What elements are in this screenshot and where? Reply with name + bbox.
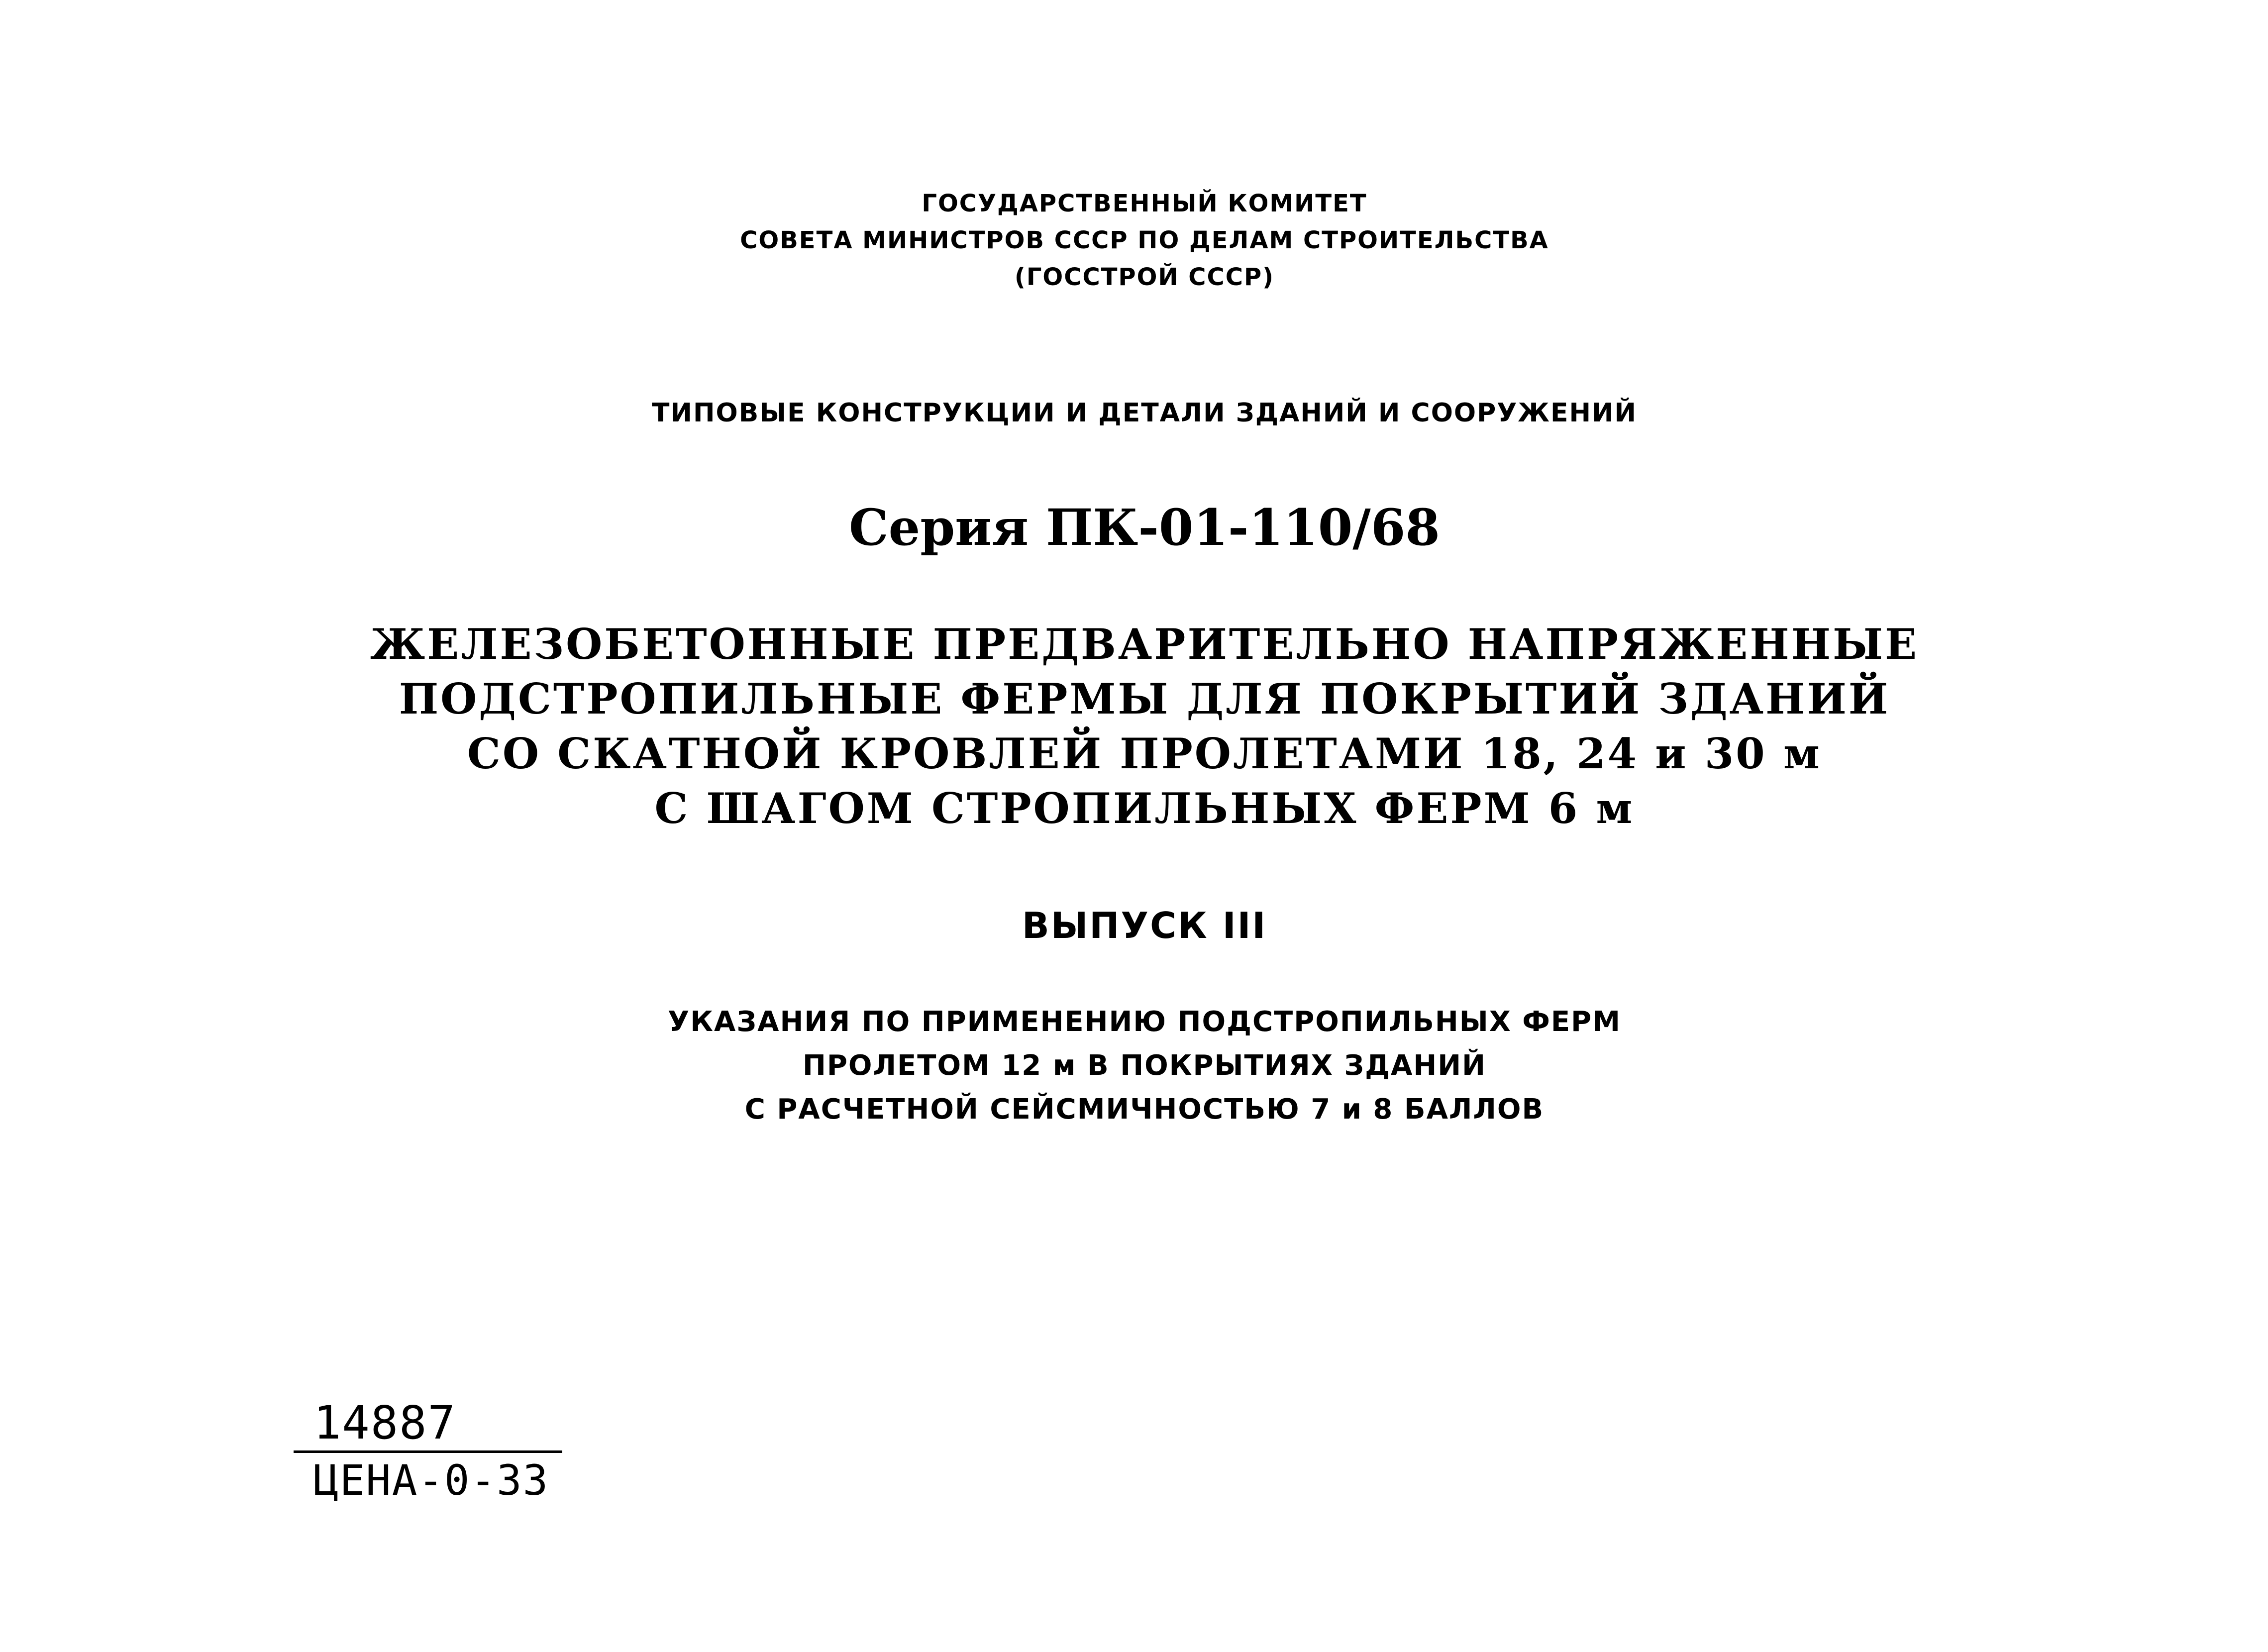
price-label: ЦЕНА-0-33 (313, 1456, 549, 1505)
title-line-2: ПОДСТРОПИЛЬНЫЕ ФЕРМЫ ДЛЯ ПОКРЫТИЙ ЗДАНИЙ (399, 674, 1890, 723)
issue-heading (249, 901, 2040, 950)
document-subtitle (249, 1000, 2040, 1132)
title-line-1: ЖЕЛЕЗОБЕТОННЫЕ ПРЕДВАРИТЕЛЬНО НАПРЯЖЕННЫЕ (370, 620, 1919, 669)
subtitle-line-2: ПРОЛЕТОМ 12 м В ПОКРЫТИЯХ ЗДАНИЙ (803, 1049, 1486, 1082)
issue-text: ВЫПУСК III (1022, 905, 1267, 946)
title-line-3: СО СКАТНОЙ КРОВЛЕЙ ПРОЛЕТАМИ 18, 24 и 30 м (467, 729, 1822, 778)
category-text: ТИПОВЫЕ КОНСТРУКЦИИ И ДЕТАЛИ ЗДАНИЙ И СООРУЖЕНИЙ (651, 398, 1638, 428)
title-line-4: С ШАГОМ СТРОПИЛЬНЫХ ФЕРМ 6 м (654, 784, 1635, 833)
subtitle-line-1: УКАЗАНИЯ ПО ПРИМЕНЕНИЮ ПОДСТРОПИЛЬНЫХ ФЕРМ (668, 1006, 1621, 1038)
authority-line-2: СОВЕТА МИНИСТРОВ СССР ПО ДЕЛАМ СТРОИТЕЛЬСТВА (740, 226, 1549, 254)
issuing-authority (249, 185, 2040, 296)
authority-line-1: ГОСУДАРСТВЕННЫЙ КОМИТЕТ (922, 190, 1367, 217)
inventory-number: 14887 (313, 1396, 456, 1449)
series-text: Серия ПК-01-110/68 (849, 498, 1440, 557)
series-heading (249, 493, 2040, 562)
authority-line-3: (ГОССТРОЙ СССР) (1014, 263, 1275, 291)
inventory-stamp (294, 1396, 552, 1508)
category-heading (249, 393, 2040, 433)
subtitle-line-3: С РАСЧЕТНОЙ СЕЙСМИЧНОСТЬЮ 7 и 8 БАЛЛОВ (744, 1093, 1545, 1126)
document-title (249, 617, 2040, 836)
